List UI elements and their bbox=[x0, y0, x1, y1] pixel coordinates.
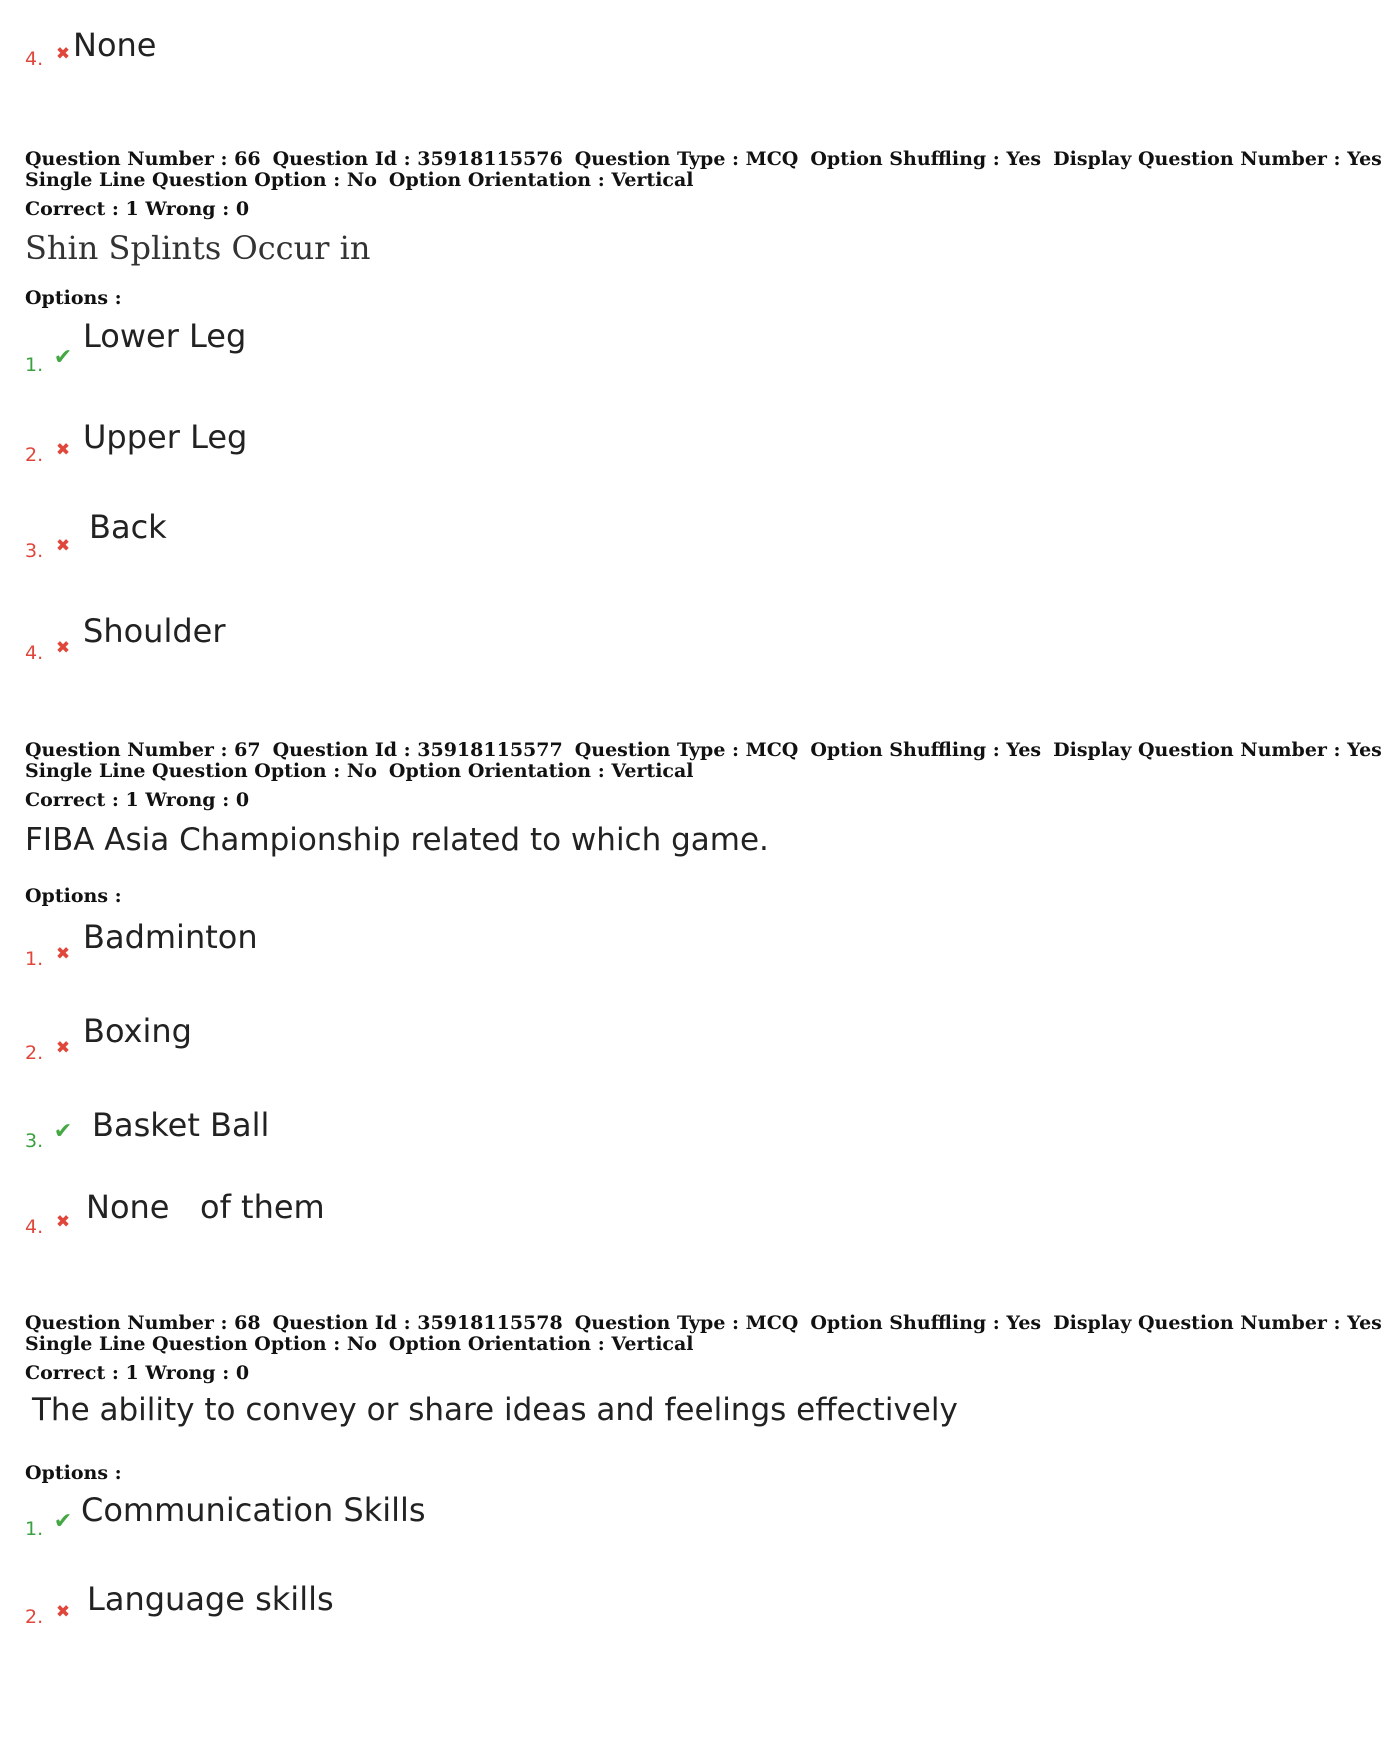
option-text: None of them bbox=[86, 1188, 325, 1226]
question-type: Question Type : MCQ bbox=[574, 148, 799, 170]
wrong-mark-icon: ✖ bbox=[55, 44, 71, 64]
option-number: 3. bbox=[25, 540, 44, 562]
option-number: 2. bbox=[25, 1042, 44, 1064]
question-meta-line1 bbox=[25, 149, 1394, 170]
option-shuffling: Option Shuffling : Yes bbox=[810, 1312, 1042, 1334]
option-text: Boxing bbox=[83, 1012, 192, 1050]
option-text: Upper Leg bbox=[83, 418, 248, 456]
wrong-mark-icon: ✖ bbox=[55, 638, 71, 658]
wrong-mark-icon: ✖ bbox=[55, 1212, 71, 1232]
wrong-mark-icon: ✖ bbox=[55, 440, 71, 460]
option-number: 1. bbox=[25, 1518, 44, 1540]
question-type: Question Type : MCQ bbox=[574, 1312, 799, 1334]
options-label: Options : bbox=[25, 885, 122, 907]
option-text: Badminton bbox=[83, 918, 258, 956]
question-meta-line2 bbox=[25, 170, 706, 191]
option-orientation: Option Orientation : Vertical bbox=[388, 169, 694, 191]
correct-mark-icon: ✔ bbox=[53, 1119, 73, 1144]
marks-line: Correct : 1 Wrong : 0 bbox=[25, 198, 250, 220]
option-text: Shoulder bbox=[83, 612, 226, 650]
option-text: None bbox=[73, 26, 157, 64]
question-number: Question Number : 68 bbox=[25, 1312, 261, 1334]
correct-mark-icon: ✔ bbox=[53, 345, 73, 370]
wrong-mark-icon: ✖ bbox=[55, 944, 71, 964]
options-label: Options : bbox=[25, 1462, 122, 1484]
question-meta-line1 bbox=[25, 740, 1394, 761]
question-meta-line2 bbox=[25, 761, 706, 782]
option-orientation: Option Orientation : Vertical bbox=[388, 760, 694, 782]
option-text: Lower Leg bbox=[83, 317, 247, 355]
question-text: The ability to convey or share ideas and feelings effectively bbox=[32, 1392, 958, 1428]
option-number: 1. bbox=[25, 948, 44, 970]
wrong-mark-icon: ✖ bbox=[55, 1602, 71, 1622]
question-id: Question Id : 35918115578 bbox=[272, 1312, 563, 1334]
option-text: Back bbox=[89, 508, 167, 546]
marks-line: Correct : 1 Wrong : 0 bbox=[25, 789, 250, 811]
option-number: 4. bbox=[25, 642, 44, 664]
question-number: Question Number : 67 bbox=[25, 739, 261, 761]
wrong-mark-icon: ✖ bbox=[55, 1038, 71, 1058]
option-number: 2. bbox=[25, 444, 44, 466]
marks-line: Correct : 1 Wrong : 0 bbox=[25, 1362, 250, 1384]
option-number: 2. bbox=[25, 1606, 44, 1628]
question-number: Question Number : 66 bbox=[25, 148, 261, 170]
question-text: Shin Splints Occur in bbox=[25, 229, 371, 267]
correct-mark-icon: ✔ bbox=[53, 1509, 73, 1534]
question-meta-line1 bbox=[25, 1313, 1394, 1334]
question-id: Question Id : 35918115576 bbox=[272, 148, 563, 170]
question-id: Question Id : 35918115577 bbox=[272, 739, 563, 761]
option-text: Language skills bbox=[87, 1580, 334, 1618]
option-orientation: Option Orientation : Vertical bbox=[388, 1333, 694, 1355]
display-question-number: Display Question Number : Yes bbox=[1053, 148, 1382, 170]
option-text: Basket Ball bbox=[92, 1106, 270, 1144]
wrong-mark-icon: ✖ bbox=[55, 536, 71, 556]
option-number: 3. bbox=[25, 1130, 44, 1152]
single-line-option: Single Line Question Option : No bbox=[25, 169, 377, 191]
option-number: 1. bbox=[25, 354, 44, 376]
option-text: Communication Skills bbox=[81, 1491, 426, 1529]
option-shuffling: Option Shuffling : Yes bbox=[810, 148, 1042, 170]
single-line-option: Single Line Question Option : No bbox=[25, 760, 377, 782]
question-meta-line2 bbox=[25, 1334, 706, 1355]
options-label: Options : bbox=[25, 287, 122, 309]
option-number: 4. bbox=[25, 1216, 44, 1238]
display-question-number: Display Question Number : Yes bbox=[1053, 1312, 1382, 1334]
option-number: 4. bbox=[25, 48, 44, 70]
question-text: FIBA Asia Championship related to which game. bbox=[25, 822, 769, 858]
option-shuffling: Option Shuffling : Yes bbox=[810, 739, 1042, 761]
question-type: Question Type : MCQ bbox=[574, 739, 799, 761]
single-line-option: Single Line Question Option : No bbox=[25, 1333, 377, 1355]
display-question-number: Display Question Number : Yes bbox=[1053, 739, 1382, 761]
